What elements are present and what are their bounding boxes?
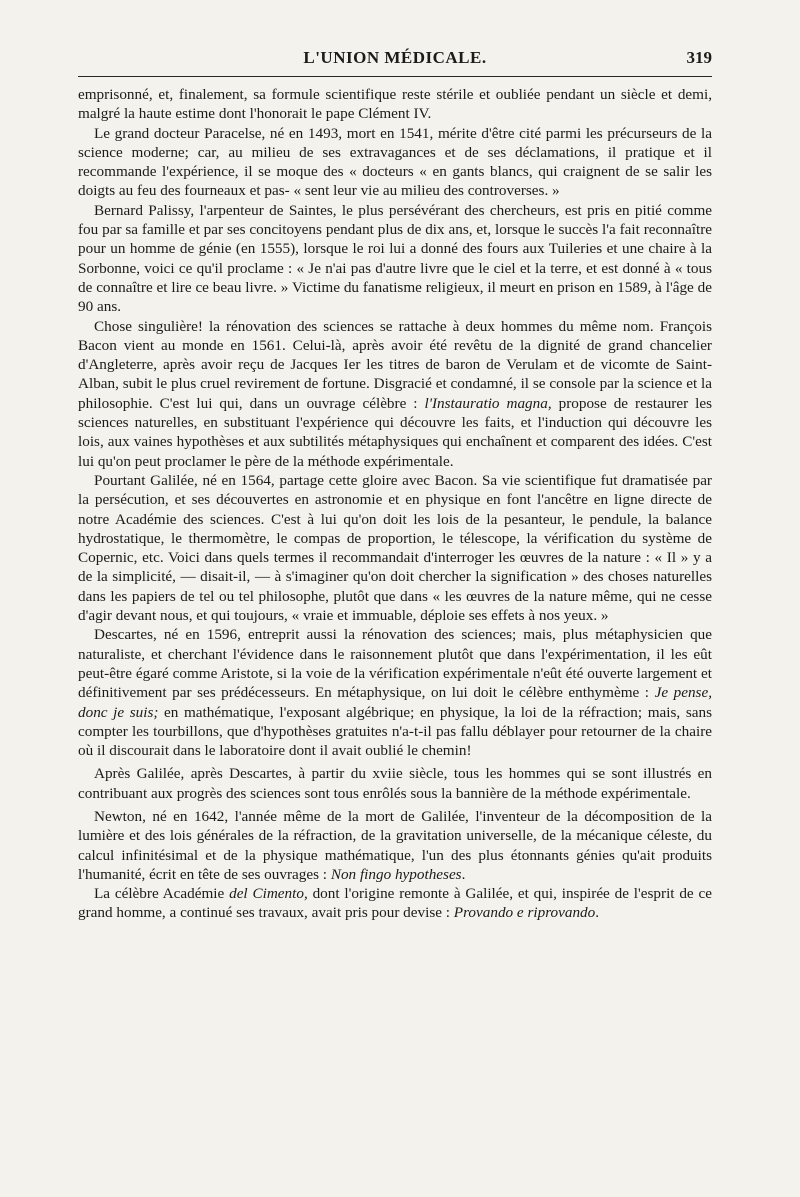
- paragraph-text: , propose de restaurer les sciences naturelles, en substituant l'expérience qui découvre les faits, et l'induction qui découvre les lois, aux vaines hypothèses et aux subtilités métaphysiques qui enchaînent et comparent des idées. C'est lui qu'on peut proclamer le père de la méthode expérimentale.: [78, 394, 712, 470]
- paragraph-text: Pourtant Galilée, né en 1564, partage cette gloire avec Bacon. Sa vie scientifique fut dramatisée par la persécution, et ses découvertes en astronomie et en physique en font l'ancêtre en ligne directe de notre Académie des sciences. C'est à lui qu'on doit les lois de la pesanteur, le pendule, la balance hydrostatique, le thermomètre, le compas de proportion, le télescope, la vérification du système de Copernic, etc. Voici dans quels termes il recommandait d'interroger les œuvres de la nature : « Il » y a de la simplicité, — disait-il, — à s'imaginer qu'on doit chercher la signification » des choses naturelles dans les papiers de tel ou tel philosophe, plutôt que dans « les œuvres de la nature même, qui ne cesse d'agir devant nous, et qui toujours, « vraie et immuable, déploie ses effets à nos yeux. »: [78, 471, 712, 625]
- italic-text: Provando e riprovando: [453, 904, 596, 922]
- paragraph-text: en mathématique, l'exposant algébrique; en physique, la loi de la réfraction; mais, sans compter les tourbillons, que d'hypothèses gratuites n'a-t-il pas fallu déblayer pour retourner de la chaire où il discourait dans le laboratoire dont il avait oublié le chemin!: [78, 703, 712, 760]
- paragraph-text: La célèbre Académie: [94, 885, 230, 903]
- paragraph-text: .: [595, 904, 600, 922]
- page-number: 319: [686, 48, 712, 67]
- italic-text: Non fingo hypotheses: [330, 865, 462, 883]
- paragraph-p9: [78, 884, 712, 923]
- paragraph-text: emprisonné, et, finalement, sa formule scientifique reste stérile et oubliée pendant un siècle et demi, malgré la haute estime dont l'honorait le pape Clément IV.: [78, 86, 712, 123]
- paragraph-p1: [78, 85, 712, 124]
- paragraph-text: Le grand docteur Paracelse, né en 1493, mort en 1541, mérite d'être cité parmi les précurseurs de la science moderne; car, au milieu de ses extravagances et de ses déclamations, il pratique et il recommande l'expérience, il se moque des « docteurs « en gants blancs, qui craignent de se salir les doigts au feu des fourneaux et pas- « sent leur vie au milieu des controverses. »: [78, 124, 712, 200]
- running-title: L'UNION MÉDICALE.: [303, 48, 487, 67]
- page-header: [78, 36, 712, 76]
- paragraph-p6: [78, 625, 712, 760]
- italic-text: Je pense, donc je suis;: [78, 684, 713, 721]
- paragraph-p8: [78, 807, 712, 884]
- paragraph-text: Newton, né en 1642, l'année même de la mort de Galilée, l'inventeur de la décomposition de la lumière et des lois générales de la réfraction, de la gravitation universelle, de la mécanique céleste, du calcul infinitésimal et de la physique mathématique, l'un des plus étonnants génies qu'ait produits l'humanité, écrit en tête de ses ouvrages :: [78, 807, 712, 883]
- paragraph-p2: [78, 124, 712, 201]
- paragraph-text: Chose singulière! la rénovation des sciences se rattache à deux hommes du même nom. François Bacon vient au monde en 1561. Celui-là, après avoir été revêtu de la dignité de grand chancelier d'Angleterre, après avoir reçu de Jacques Ier les titres de baron de Verulam et de vicomte de Saint-Alban, subit le plus cruel revirement de fortune. Disgracié et condamné, il se console par la science et la philosophie. C'est lui qui, dans un ouvrage célèbre :: [78, 317, 712, 412]
- italic-text: l'Instauratio magna: [424, 394, 548, 412]
- paragraph-text: Après Galilée, après Descartes, à partir du xviie siècle, tous les hommes qui se sont illustrés en contribuant aux progrès des sciences sont tous enrôlés sous la bannière de la méthode expérimentale.: [78, 765, 712, 802]
- body-text: [78, 85, 712, 923]
- header-rule: [78, 76, 712, 77]
- paragraph-text: , dont l'origine remonte à Galilée, et qui, inspirée de l'esprit de ce grand homme, a continué ses travaux, avait pris pour devise :: [78, 885, 712, 922]
- paragraph-p7: [78, 764, 712, 803]
- paragraph-text: .: [461, 865, 466, 883]
- paragraph-p4: [78, 317, 712, 471]
- paragraph-text: Descartes, né en 1596, entreprit aussi la rénovation des sciences; mais, plus métaphysicien que naturaliste, et cherchant l'évidence dans le raisonnement plutôt que dans l'expérimentation, il les eût peut-être égaré comme Aristote, si la voie de la vérification expérimentale n'eût été ouverte largement et définitivement par ses prédécesseurs. En métaphysique, on lui doit le célèbre enthymème :: [78, 626, 712, 702]
- paragraph-text: Bernard Palissy, l'arpenteur de Saintes, le plus persévérant des chercheurs, est pris en pitié comme fou par sa famille et par ses concitoyens pendant plus de dix ans, et, lorsque le succès l'a fait reconnaître pour un homme de génie (en 1555), lorsque le roi lui a donné des fours aux Tuileries et une chaire à la Sorbonne, voici ce qu'il proclame : « Je n'ai pas d'autre livre que le ciel et la terre, et est donné à « tous de connaître et lire ce beau livre. » Victime du fanatisme religieux, il meurt en prison en 1589, à l'âge de 90 ans.: [78, 201, 712, 316]
- italic-text: del Cimento: [229, 885, 304, 903]
- paragraph-p3: [78, 201, 712, 317]
- paragraph-p5: [78, 471, 712, 625]
